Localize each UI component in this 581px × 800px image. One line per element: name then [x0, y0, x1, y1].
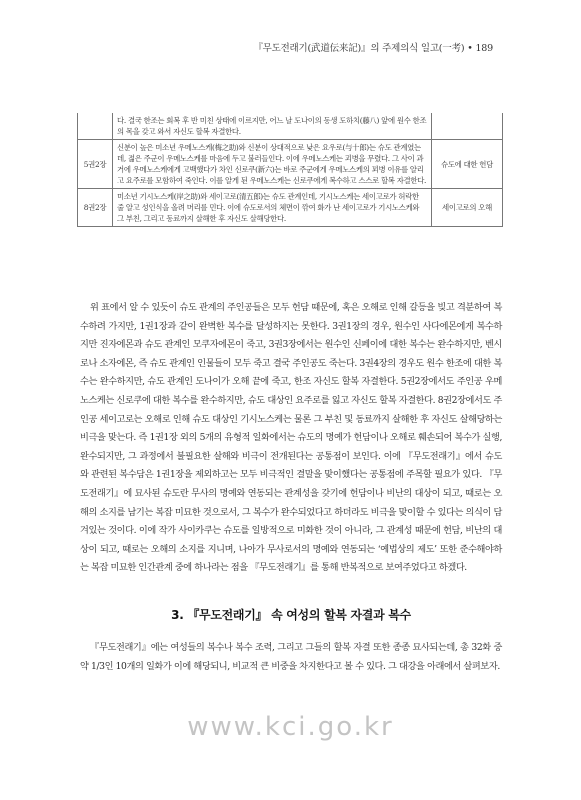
- table-cell-content: 신분이 높은 미소년 우메노스케(梅之助)와 신분이 상대적으로 낮은 요우로(与十郎)는 슈도 관계였는데, 젊은 주군이 우메노스케를 마음에 두고 불러들인다. 이에 우메노스케는 괴병을 무렸다. 그 사이 과거에 우메노스케에게 고백했다가 차인 신로쿠(新六)는 바로 주군에게 우메노스케의 꾀병 이유를 알리고 요주로를 모함하여 죽인다. 이를 알게 된 우메노스케는 신로쿠에게 복수하고 스스로 할복 자결한다.: [113, 140, 432, 189]
- table-cell-content: 다. 결국 한조는 회복 후 반 미친 상태에 이르지만, 어느 날 도나이의 동생 도하치(藤八) 앞에 원수 한조의 목을 갖고 와서 자신도 할복 자결한다.: [113, 113, 432, 140]
- body-text: [80, 299, 502, 578]
- table-cell-volume: 8권2장: [78, 189, 113, 227]
- table-cell-volume: 5권2장: [78, 140, 113, 189]
- table-cell-tag: 슈도에 대한 헌담: [432, 140, 503, 189]
- watermark: www.kci.go.kr: [187, 712, 394, 742]
- table-row: [78, 140, 503, 189]
- paragraph: 『무도전래기』에는 여성들의 복수나 복수 조력, 그리고 그들의 할복 자결 또한 종종 묘사되는데, 총 32화 중 약 1/3인 10개의 일화가 이에 해당되니, 비교적 큰 비중을 차지한다고 볼 수 있다. 그 대강을 아래에서 살펴보자.: [80, 642, 502, 672]
- table-cell-volume: [78, 113, 113, 140]
- summary-table: [77, 113, 503, 227]
- running-header: 『무도전래기(武道伝来記)』의 주제의식 일고(一考) • 189: [253, 43, 493, 54]
- table-row: [78, 189, 503, 227]
- table-row: [78, 113, 503, 140]
- paragraph: 위 표에서 알 수 있듯이 슈도 관계의 주인공들은 모두 헌담 때문에, 혹은 오해로 인해 갈등을 빚고 격분하여 복수하려 가지만, 1권1장과 같이 완벽한 복수를 달성하지는 못한다. 3권1장의 경우, 원수인 사다에몬에게 복수하지만 진자에몬과 슈도 관계인 모쿠자에몬이 죽고, 3권3장에서는 원수인 신페이에 대한 복수는 완수하지만, 벤시로나 소자에몬, 즉 슈도 관계인 인물들이 모두 죽고 결국 주인공도 죽는다. 3권4장의 경우도 원수 한조에 대한 복수는 완수하지만, 슈도 관계인 도나이가 오해 끝에 죽고, 한조 자신도 할복 자결한다. 5권2장에서도 주인공 우메노스케는 신로쿠에 대한 복수를 완수하지만, 슈도 대상인 요주로를 잃고 자신도 할복 자결한다. 8권2장에서도 주인공 세이고로는 오해로 인해 슈도 대상인 기시노스케는 물론 그 부친 및 동료까지 살해한 후 자신도 살해당하는 비극을 맞는다. 즉 1권1장 외의 5개의 유형적 일화에서는 슈도의 명예가 헌담이나 오해로 훼손되어 복수가 실행, 완수되지만, 그 과정에서 불필요한 살해와 비극이 전개된다는 공통점이 보인다. 이에 『무도전래기』에서 슈도와 관련된 복수담은 1권1장을 제외하고는 모두 비극적인 결말을 맞이했다는 공통점에 주목할 필요가 있다. 『무도전래기』에 묘사된 슈도란 무사의 명예와 연동되는 관계성을 갖기에 헌담이나 비난의 대상이 되고, 때로는 오해의 소지를 남기는 복잡 미묘한 것으로서, 그 복수가 완수되었다고 하더라도 비극을 맞이할 수 있다는 의식이 담겨있는 것이다. 이에 작가 사이카쿠는 슈도를 일방적으로 미화한 것이 아니라, 그 관계성 때문에 헌담, 비난의 대상이 되고, 때로는 오해의 소지를 지니며, 나아가 무사로서의 명예와 연동되는 ‘예법상의 제도’ 또한 준수해야하는 복잡 미묘한 인간관계 중에 하나라는 점을 『무도전래기』를 통해 반복적으로 보여주었다고 하겠다.: [80, 302, 502, 574]
- body-text-section3: [80, 638, 502, 676]
- table-cell-tag: [432, 113, 503, 140]
- table-cell-tag: 세이고로의 오해: [432, 189, 503, 227]
- section-heading: 3. 『무도전래기』 속 여성의 할복 자결과 복수: [171, 608, 411, 622]
- table-cell-content: 미소년 기시노스케(岸之助)와 세이고로(清五郎)는 슈도 관계인데, 기시노스케는 세이고로가 허락한 줄 알고 성인식을 올려 머리를 민다. 이에 슈도로서의 체면이 깎여 화가 난 세이고로가 기시노스케와 그 부친, 그리고 동료까지 살해한 후 자신도 살해당한다.: [113, 189, 432, 227]
